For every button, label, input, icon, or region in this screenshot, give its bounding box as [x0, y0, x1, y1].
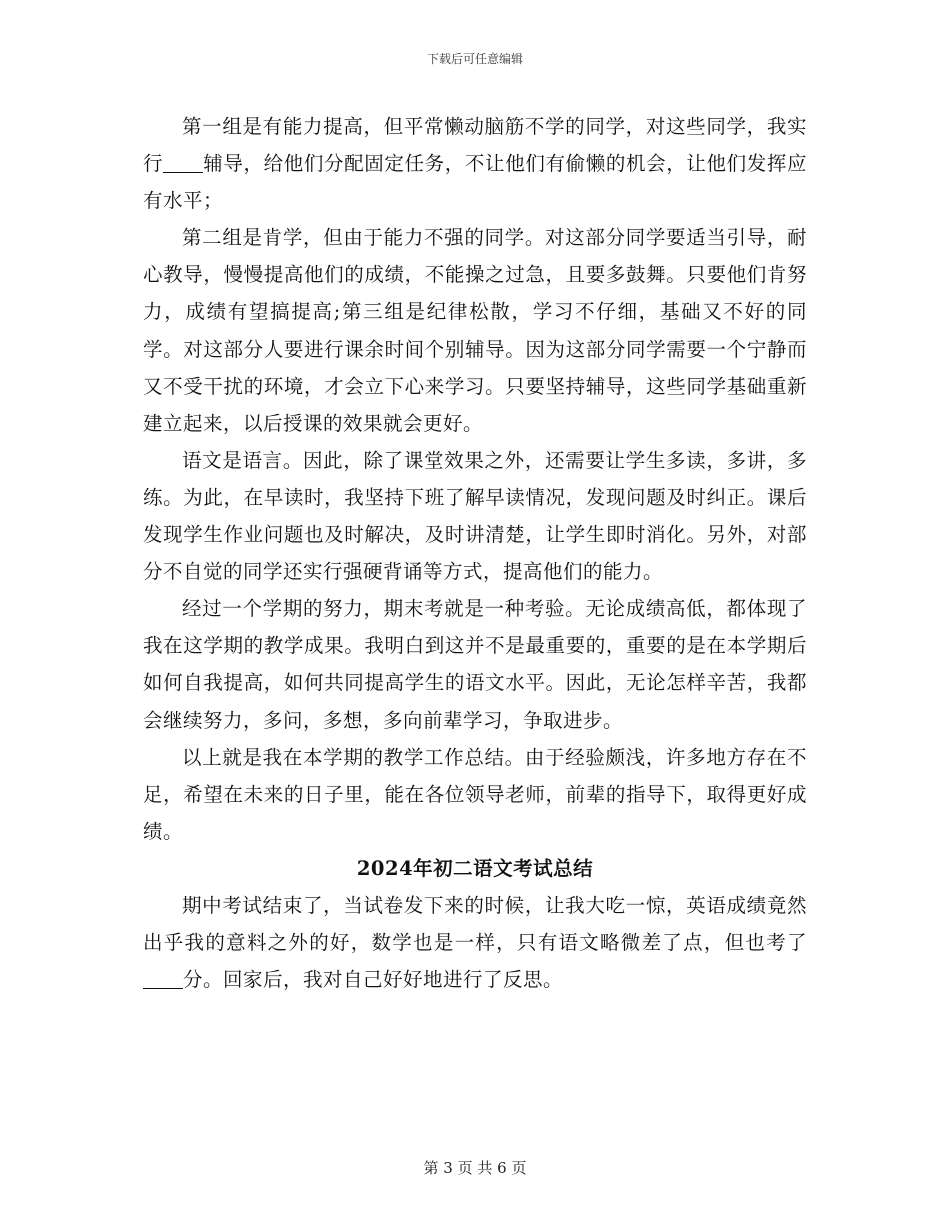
paragraph-text: 分。回家后，我对自己好好地进行了反思。 — [183, 968, 564, 992]
paragraph-text: 第一组是有能力提高，但平常懒动脑筋不学的同学，对这些同学，我实行 — [143, 115, 807, 176]
fill-in-blank — [143, 969, 183, 990]
paragraph-semester-effort: 经过一个学期的努力，期末考就是一种考验。无论成绩高低，都体现了我在这学期的教学成果。我明白到这并不是最重要的，重要的是在本学期后如何自我提高，如何共同提高学生的语文水平。因此，无论怎样辛苦，我都会继续努力，多问，多想，多向前辈学习，争取进步。 — [143, 597, 807, 732]
section-title: 2024年初二语文考试总结 — [356, 856, 594, 880]
paragraph-text: 期中考试结束了，当试卷发下来的时候，让我大吃一惊，英语成绩竟然出乎我的意料之外的好，数学也是一样，只有语文略微差了点，但也考了 — [143, 893, 807, 955]
paragraph-exam-summary — [143, 887, 807, 998]
paragraph-language-practice: 语文是语言。因此，除了课堂效果之外，还需要让学生多读，多讲，多练。为此，在早读时，我坚持下班了解早读情况，发现问题及时纠正。课后发现学生作业问题也及时解决，及时讲清楚，让学生即时消化。另外，对部分不自觉的同学还实行强硬背诵等方式，提高他们的能力。 — [143, 448, 807, 584]
fill-in-blank — [163, 153, 203, 174]
page-header: 下载后可任意编辑 — [426, 52, 523, 66]
paragraph-group-two-three: 第二组是肯学，但由于能力不强的同学。对这部分同学要适当引导，耐心教导，慢慢提高他们的成绩，不能操之过急，且要多鼓舞。只要他们肯努力，成绩有望搞提高;第三组是纪律松散，学习不仔细，基础又不好的同学。对这部分人要进行课余时间个别辅导。因为这部分同学需要一个宁静而又不受干扰的环境，才会立下心来学习。只要坚持辅导，这些同学基础重新建立起来，以后授课的效果就会更好。 — [143, 226, 807, 435]
paragraph-text: 辅导，给他们分配固定任务，不让他们有偷懒的机会，让他们发挥应有水平； — [143, 152, 807, 213]
paragraph-group-one — [143, 108, 807, 219]
page-footer: 第 3 页 共 6 页 — [423, 1159, 527, 1177]
paragraph-conclusion: 以上就是我在本学期的教学工作总结。由于经验颇浅，许多地方存在不足，希望在未来的日子里，能在各位领导老师，前辈的指导下，取得更好成绩。 — [143, 745, 807, 843]
document-body — [143, 108, 807, 998]
